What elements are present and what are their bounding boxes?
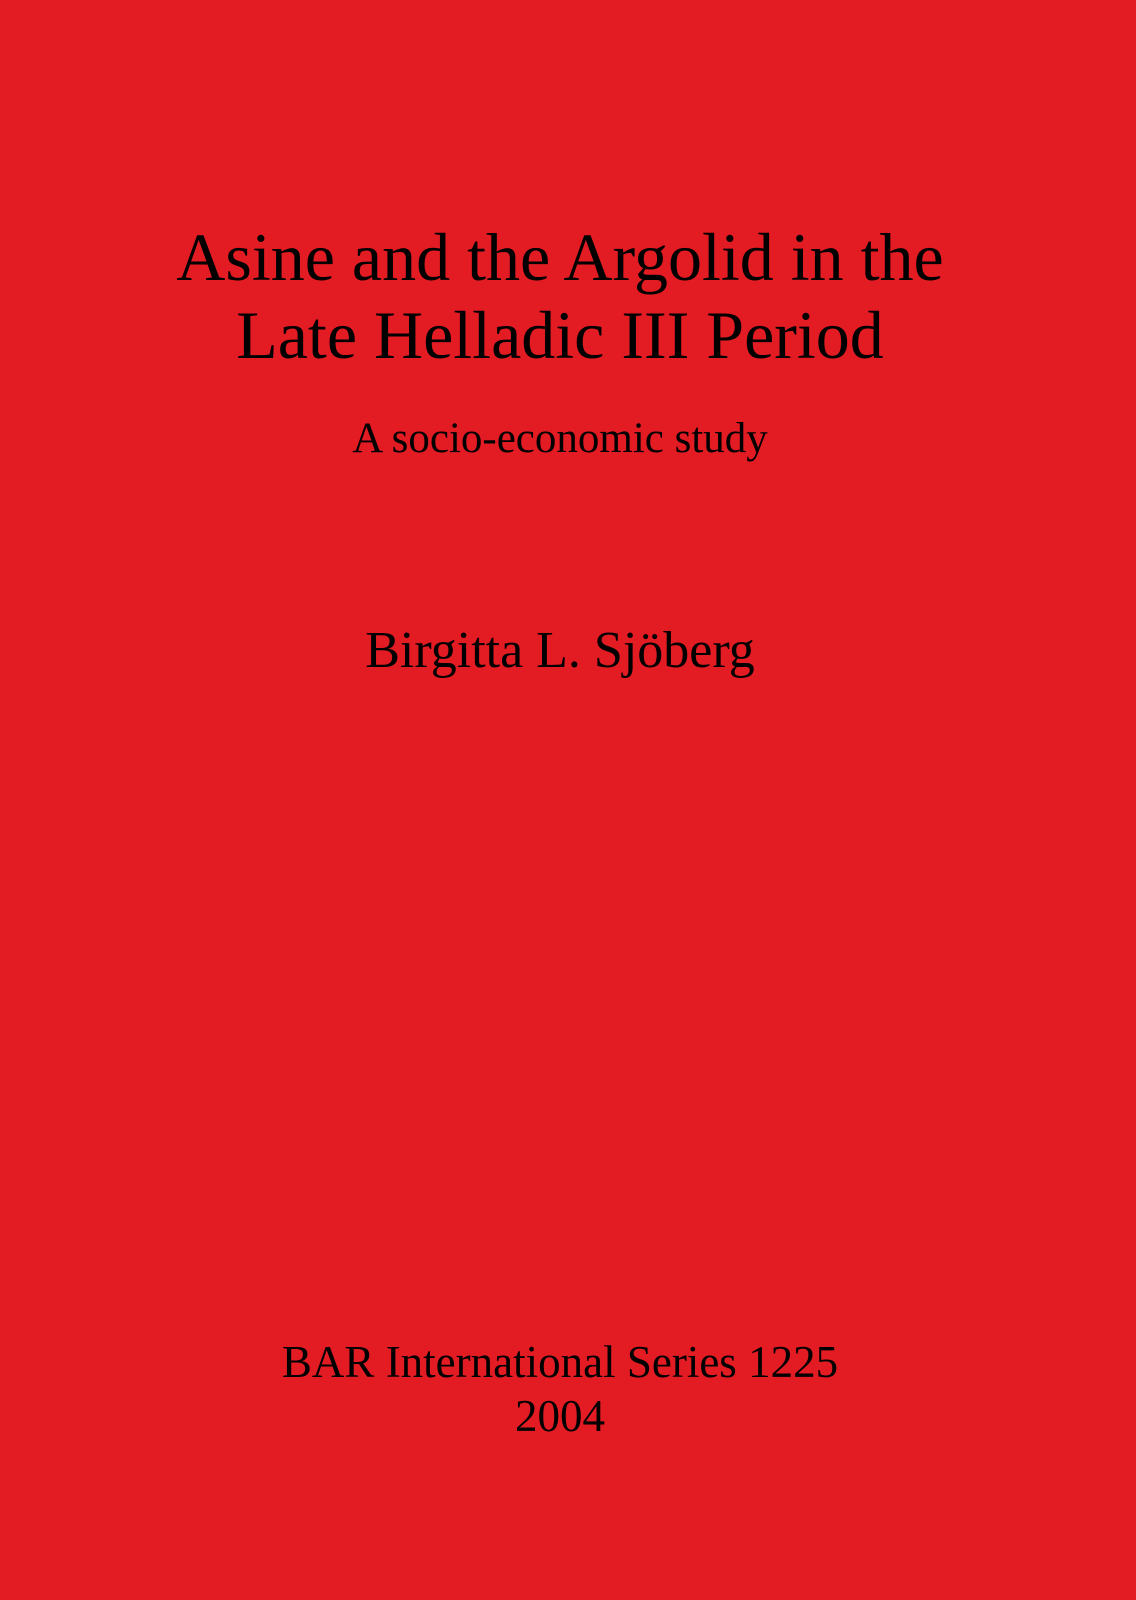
book-subtitle: A socio-economic study <box>352 415 768 462</box>
book-title-line-1: Asine and the Argolid in the <box>176 219 944 295</box>
book-title-line-2: Late Helladic III Period <box>236 297 884 373</box>
book-title <box>0 218 1120 374</box>
series-name: BAR International Series 1225 <box>281 1337 839 1387</box>
publication-year: 2004 <box>515 1391 605 1441</box>
author-name: Birgitta L. Sjöberg <box>365 622 755 679</box>
